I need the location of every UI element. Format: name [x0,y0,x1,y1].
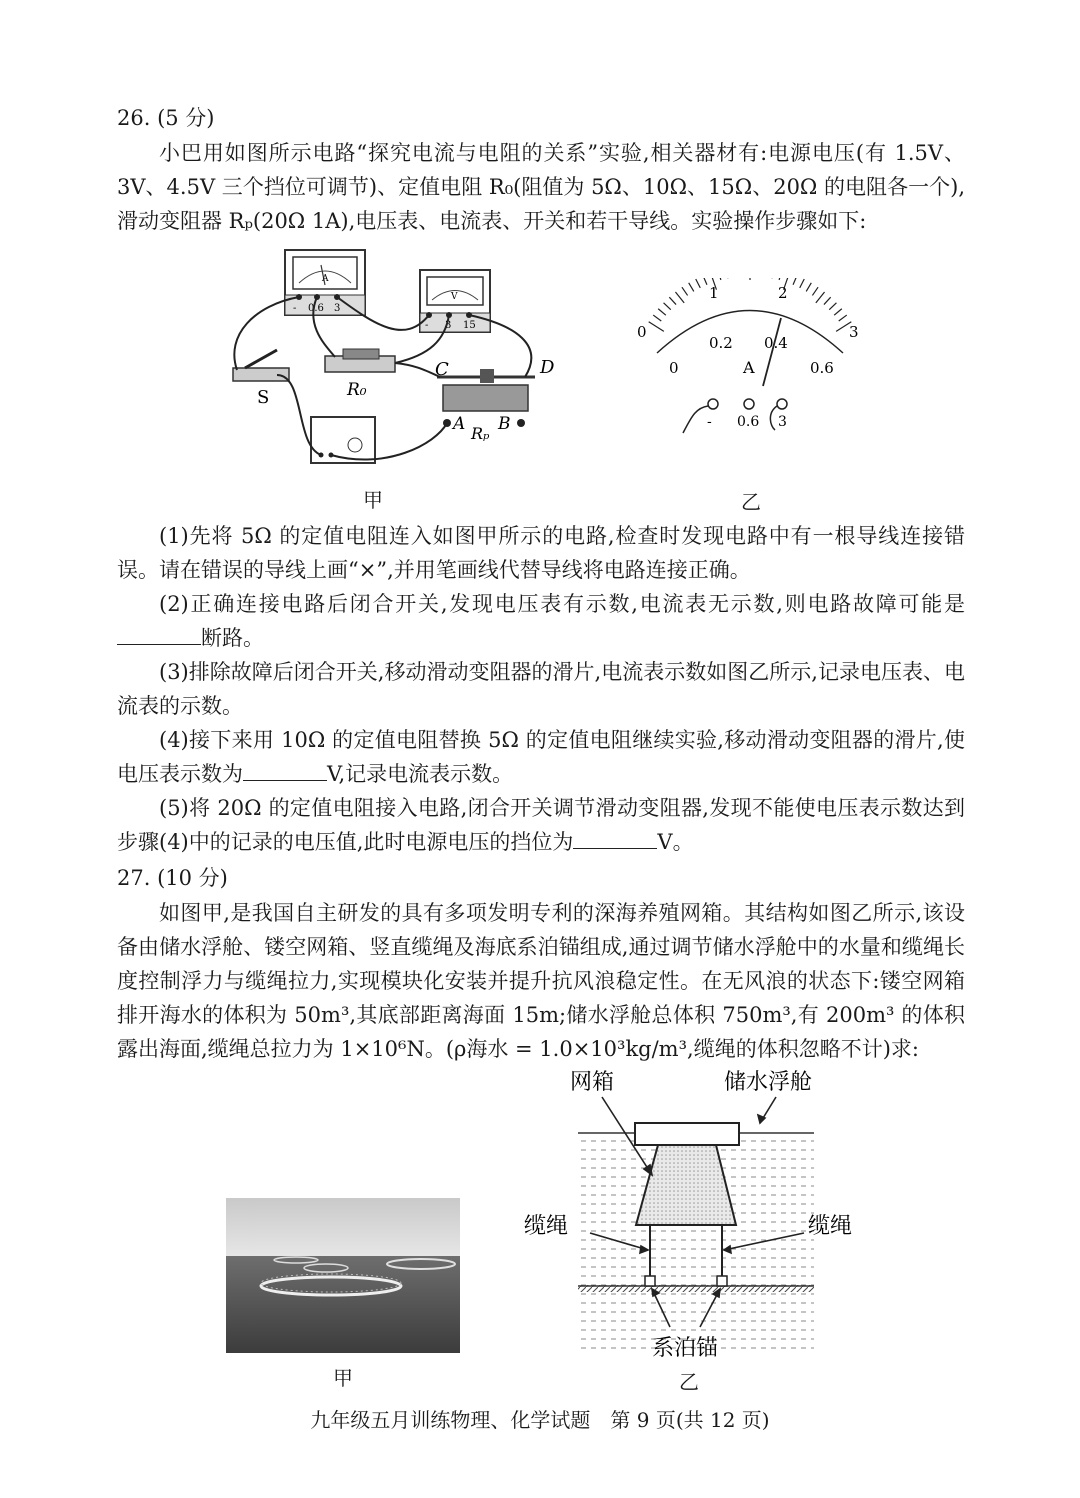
rheostat [435,357,555,443]
label-anchor: 系泊锚 [652,1336,719,1361]
dial-unit: A [743,358,755,377]
terminal-06: 0.6 [737,414,760,430]
switch [233,350,289,408]
dial-tick [675,292,684,303]
inner-scale-06: 0.6 [810,359,834,377]
dial-tick [779,278,782,280]
q27-fig-yi-caption: 乙 [679,1370,699,1394]
anchor-left [645,1276,655,1286]
label-rope-left: 缆绳 [524,1214,569,1239]
voltmeter-terminal-minus: - [425,320,429,331]
terminal-b-label: B [498,414,511,434]
dial-tick [793,278,797,285]
label-float-tank: 储水浮舱 [724,1070,813,1095]
dial-tick [812,287,818,295]
switch-label: S [257,387,270,408]
dial-tick [824,297,831,304]
answer-blank[interactable] [117,626,201,645]
anchor-right [717,1276,727,1286]
q26-fig-jia-caption: 甲 [363,488,383,512]
terminal-a-label: A [453,414,466,434]
q26-fig-yi-caption: 乙 [741,490,761,514]
q26-steps [117,519,965,859]
voltmeter-face-label: V [451,292,458,302]
terminal-c-label: C [435,359,449,380]
terminal-3: 3 [778,414,787,430]
dial-tick [800,279,805,288]
fish-farm-photo [226,1198,460,1353]
power-supply [311,417,375,463]
dial-tick [718,278,721,280]
q26-step1: (1)先将 5Ω 的定值电阻连入如图甲所示的电路,检查时发现电路中有一根导线连接错误。请在错误的导线上画“×”,并用笔画线代替导线将电路连接正确。 [117,524,965,582]
dial-tick [834,309,842,315]
q27-heading: 27. (10 分) [117,866,228,890]
answer-blank[interactable] [243,762,327,781]
float-tank [635,1123,739,1145]
q26-intro [117,136,965,238]
answer-blank[interactable] [573,830,657,849]
dial-needle [763,318,781,386]
dial-tick [653,315,661,321]
dial-tick [806,283,811,292]
resistor-r0 [325,349,395,400]
ammeter-terminal-minus: - [293,303,297,314]
dial-tick [696,279,701,288]
dial-tick [816,292,825,303]
q27-intro [117,896,965,1066]
net-cage-diagram [520,1065,880,1370]
q27-intro-text: 如图甲,是我国自主研发的具有多项发明专利的深海养殖网箱。其结构如图乙所示,该设备由储水浮舱、镂空网箱、竖直缆绳及海底系泊锚组成,通过调节储水浮舱中的水量和缆绳长度控制浮力与缆绳拉力,实现模块化安装并提升抗风浪稳定性。在无风浪的状态下:镂空网箱排开海水的体积为 50m³,其底部距离海面 15m;储水浮舱总体积 750m³,有 200m³ 的体积露出海面,缆绳总拉力为 1×10⁶N。(ρ海水 = 1.0×10³kg/m³,缆绳的体积忽略不计)求: [117,901,965,1061]
ammeter-terminal-3: 3 [334,303,341,314]
page-footer: 九年级五月训练物理、化学试题 第 9 页(共 12 页) [310,1408,770,1432]
dial-tick [839,315,847,321]
r0-label: R₀ [347,380,367,400]
q27-fig-jia-caption: 甲 [333,1366,353,1390]
ammeter-dial-figure [625,278,875,443]
outer-scale-1: 1 [709,284,719,302]
ammeter-face-label: A [322,274,329,284]
inner-scale-0: 0 [669,359,679,377]
label-net: 网箱 [570,1070,615,1095]
inner-scale-02: 0.2 [709,334,733,352]
q26-step5: (5)将 20Ω 的定值电阻接入电路,闭合开关调节滑动变阻器,发现不能使电压表示数达到步骤(4)中的记录的电压值,此时电源电压的挡位为 V。 [117,796,965,854]
dial-tick [658,309,666,315]
dial-tick [669,297,676,304]
ammeter [285,250,365,315]
voltmeter-terminal-3: 3 [445,320,452,331]
label-rope-right: 缆绳 [808,1214,853,1239]
outer-scale-2: 2 [778,284,788,302]
ammeter-terminal-06: 0.6 [308,303,324,314]
outer-scale-0: 0 [637,323,647,341]
outer-scale-3: 3 [849,323,859,341]
terminal-d-label: D [540,357,555,378]
voltmeter-terminal-15: 15 [463,320,476,331]
dial-tick [649,322,664,332]
terminal-minus: - [707,414,712,430]
inner-scale-04: 0.4 [764,334,788,352]
q26-intro-text: 小巴用如图所示电路“探究电流与电阻的关系”实验,相关器材有:电源电压(有 1.5V、3V、4.5V 三个挡位可调节)、定值电阻 R₀(阻值为 5Ω、10Ω、15Ω、20Ω 的电阻各一个),滑动变阻器 Rₚ(20Ω 1A),电压表、电流表、开关和若干导线。实验操作步骤如下: [117,141,965,233]
q26-step2: (2)正确连接电路后闭合开关,发现电压表有示数,电流表无示数,则电路故障可能是断路。 [117,587,965,655]
dial-tick [682,287,688,295]
circuit-figure [215,245,585,475]
dial-tick [829,303,836,310]
q26-step4: (4)接下来用 10Ω 的定值电阻替换 5Ω 的定值电阻继续实验,移动滑动变阻器的滑片,使电压表示数为 V,记录电流表示数。 [117,728,965,786]
rp-label: Rₚ [471,424,490,443]
voltmeter [420,270,490,332]
q26-heading: 26. (5 分) [117,106,215,130]
dial-tick [689,283,694,292]
dial-tick [703,278,707,285]
dial-tick [664,303,671,310]
q26-step3: (3)排除故障后闭合开关,移动滑动变阻器的滑片,电流表示数如图乙所示,记录电压表、电流表的示数。 [117,660,965,718]
